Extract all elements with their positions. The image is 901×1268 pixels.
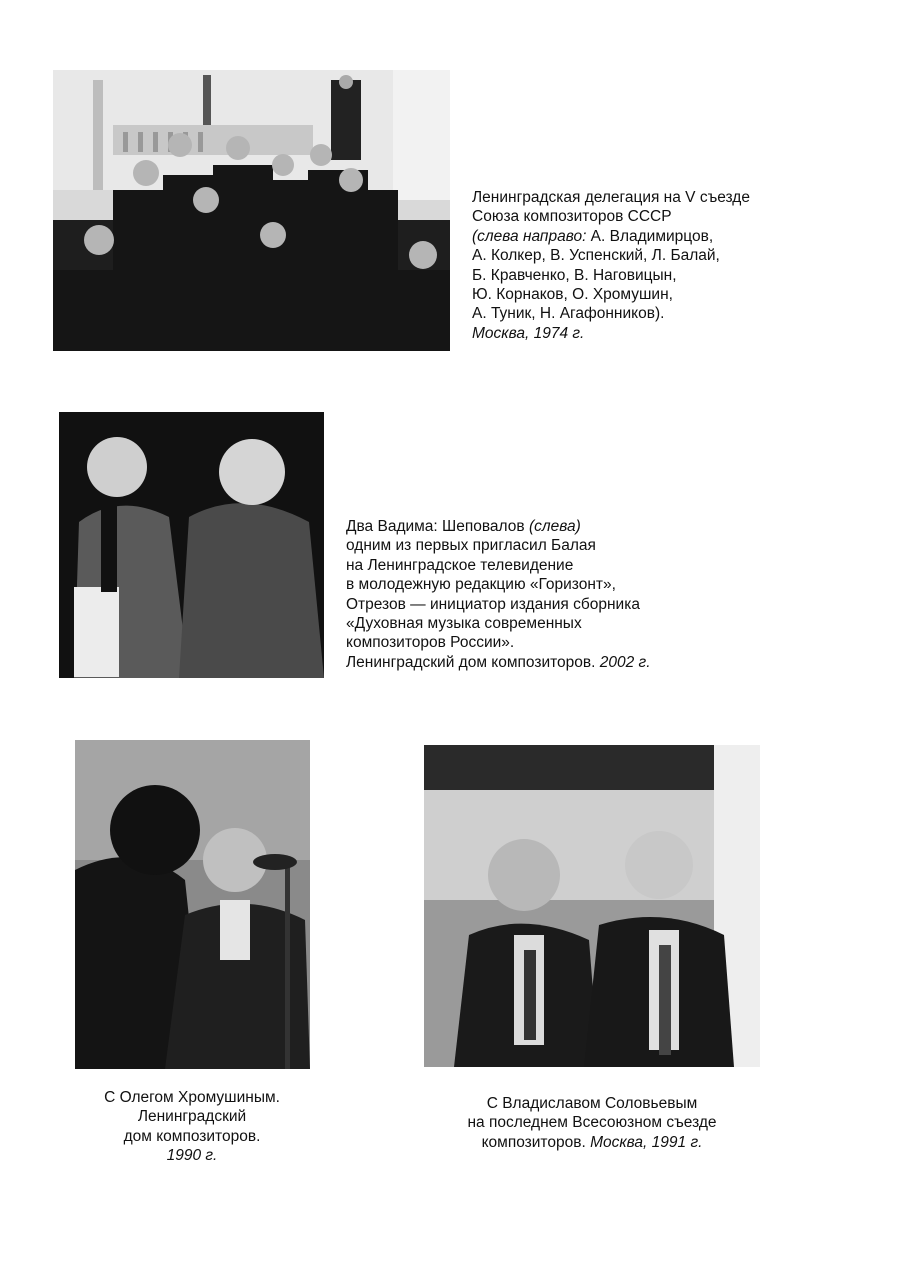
caption-two-vadims-line [346, 653, 651, 672]
caption-khromushin-line: дом композиторов. [123, 1127, 261, 1145]
caption-delegation-names-line: Б. Кравченко, В. Наговицын, [472, 266, 677, 284]
caption-solovyov-place-date: Москва, 1991 г. [590, 1133, 703, 1151]
caption-solovyov-line: на последнем Всесоюзном съезде [467, 1114, 717, 1132]
caption-two-vadims-line1: Два Вадима: Шеповалов [346, 518, 529, 535]
caption-two-vadims-year: 2002 г. [599, 653, 651, 671]
photo-two-vadims [59, 412, 324, 678]
caption-two-vadims [346, 517, 651, 672]
caption-delegation-line: Союза композиторов СССР [472, 208, 672, 226]
caption-delegation [472, 188, 750, 343]
caption-two-vadims-line: композиторов России». [346, 634, 515, 652]
caption-delegation-names-line: Ю. Корнаков, О. Хромушин, [472, 286, 673, 304]
caption-delegation-names-first: А. Владимирцов, [586, 227, 714, 245]
caption-two-vadims-line: «Духовная музыка современных [346, 615, 582, 633]
photo-delegation [53, 70, 450, 351]
caption-two-vadims-line: на Ленинградское телевидение [346, 556, 574, 574]
photo-solovyov [424, 745, 760, 1067]
caption-solovyov [422, 1094, 762, 1152]
caption-khromushin-line: С Олегом Хромушиным. [104, 1089, 280, 1106]
caption-two-vadims-line: Отрезов — инициатор издания сборника [346, 595, 640, 613]
photo-khromushin [75, 740, 310, 1069]
caption-khromushin-year: 1990 г. [166, 1147, 218, 1165]
caption-two-vadims-line [346, 517, 651, 536]
caption-solovyov-last: композиторов. [481, 1133, 591, 1151]
caption-solovyov-line [422, 1133, 762, 1152]
caption-delegation-names-line: А. Туник, Н. Агафонников). [472, 305, 665, 323]
caption-delegation-names-prefix: (слева направо: [472, 227, 587, 245]
caption-two-vadims-place: Ленинградский дом композиторов. [346, 653, 600, 671]
caption-delegation-line: Ленинградская делегация на V съезде [472, 189, 750, 206]
caption-khromushin-line: Ленинградский [137, 1108, 247, 1126]
caption-khromushin [66, 1088, 318, 1166]
caption-two-vadims-line1-italic: (слева) [528, 518, 581, 535]
caption-delegation-names-line [472, 227, 750, 246]
caption-delegation-names-line: А. Колкер, В. Успенский, Л. Балай, [472, 247, 720, 265]
caption-delegation-place-date: Москва, 1974 г. [472, 324, 585, 342]
caption-two-vadims-line: в молодежную редакцию «Горизонт», [346, 576, 616, 594]
caption-solovyov-line: С Владиславом Соловьевым [486, 1095, 698, 1112]
caption-two-vadims-line: одним из первых пригласил Балая [346, 537, 596, 555]
